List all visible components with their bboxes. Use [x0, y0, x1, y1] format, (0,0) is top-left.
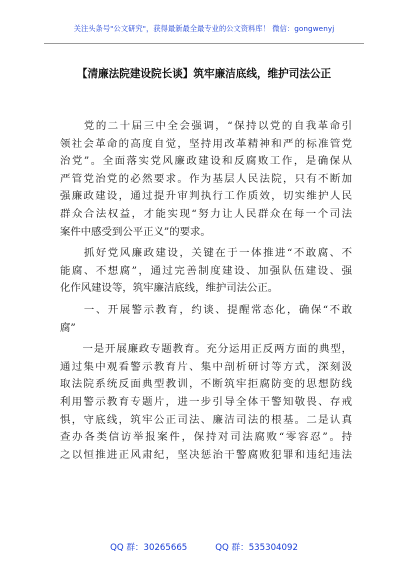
text-line: 治党”。全面落实党风廉政建设和反腐败工作，是确保从	[60, 155, 352, 168]
text-line: 抓好党风廉政建设，关键在于一体推进“不敢腐、不	[60, 247, 352, 260]
footer-contact	[0, 541, 408, 553]
text-line: 严管党治党的必然要求。作为基层人民法院，只有不断加	[60, 172, 352, 185]
footer-qq-group-1: QQ 群：30265665	[110, 543, 188, 553]
text-line: 腐”	[60, 321, 76, 334]
header-divider	[44, 43, 364, 44]
text-line: 通过集中观看警示教育片、集中剖析研讨等方式，深刻汲	[60, 360, 352, 373]
header-promo-note: 关注头条号"公文研究"，获得最新最全最专业的公文资料库！ 微信：gongwenyj	[73, 24, 335, 33]
document-body	[60, 118, 352, 464]
text-line: 案件中感受到公平正义”的要求。	[60, 225, 211, 238]
text-line: 取法院系统反面典型教训，不断筑牢拒腐防变的思想防线	[60, 378, 352, 391]
section-heading	[60, 302, 352, 337]
paragraph	[60, 245, 352, 298]
paragraph	[60, 341, 352, 464]
text-line: 群众合法权益，才能实现“努力让人民群众在每一个司法	[60, 207, 352, 220]
paragraph	[60, 118, 352, 241]
footer-qq-group-2: QQ 群：535304092	[215, 543, 298, 553]
text-line: 一是开展廉政专题教育。充分运用正反两方面的典型，	[60, 343, 352, 356]
text-line: 一、开展警示教育，约谈、提醒常态化，确保“不敢	[60, 303, 352, 316]
text-line: 查办各类信访举报案件，保持对司法腐败“零容忍”。持	[60, 431, 352, 444]
text-line: 强廉政建设，通过提升审判执行工作质效，切实维护人民	[60, 190, 352, 203]
document-title: 【清廉法院建设院长谈】筑牢廉洁底线，维护司法公正	[76, 68, 332, 80]
text-line: 之以恒推进正风肃纪，坚决惩治干警腐败犯罪和违纪违法	[60, 448, 352, 461]
text-line: 能腐、不想腐”，通过完善制度建设、加强队伍建设、强	[60, 264, 352, 277]
text-line: 化作风建设等，筑牢廉洁底线，维护司法公正。	[60, 282, 279, 295]
text-line: 利用警示教育专题片，进一步引导全体干警知敬畏、存戒	[60, 395, 352, 408]
text-line: 惧，守底线，筑牢公正司法、廉洁司法的根基。二是认真	[60, 413, 352, 426]
text-line: 党的二十届三中全会强调，“保持以党的自我革命引	[60, 120, 352, 132]
text-line: 领社会革命的高度自觉，坚持用改革精神和严的标准管党	[60, 137, 352, 150]
